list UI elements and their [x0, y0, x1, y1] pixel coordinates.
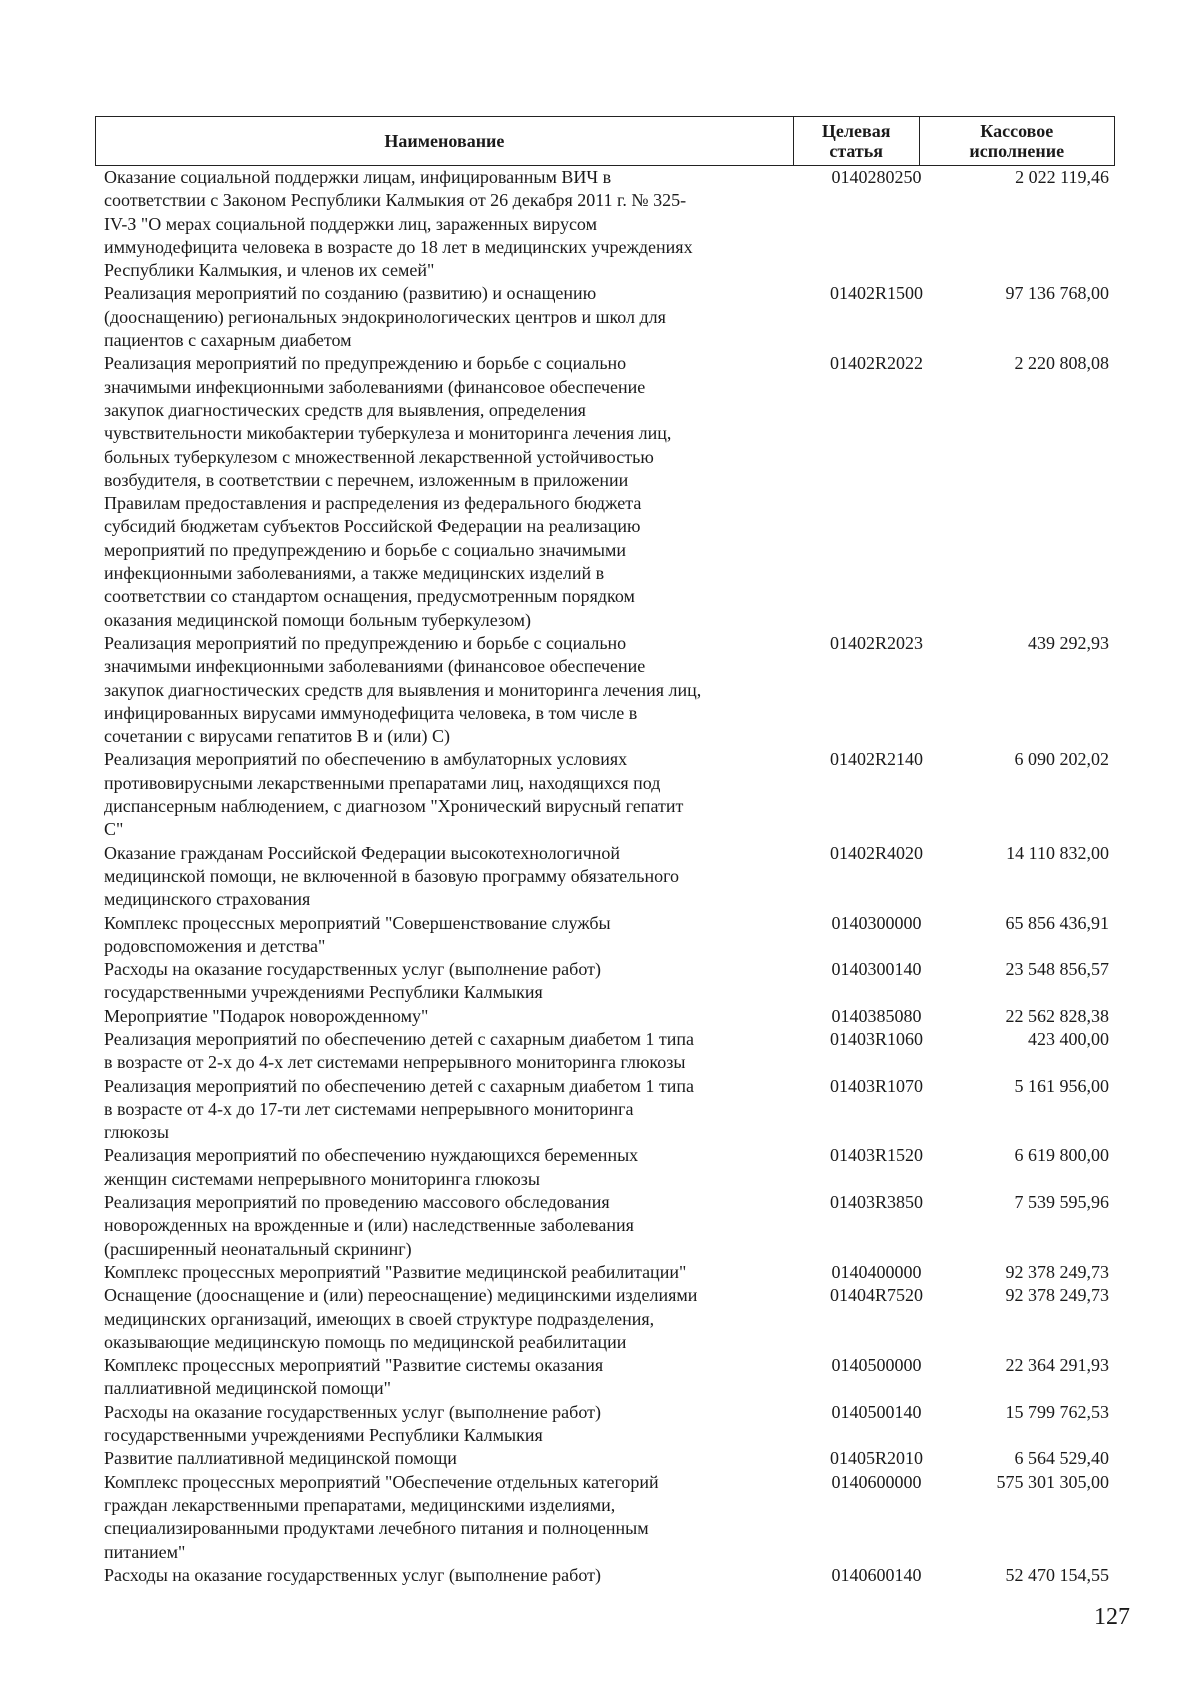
- row-name: Комплекс процессных мероприятий "Развитие системы оказания паллиативной медицинской помощи": [104, 1355, 604, 1399]
- row-name: Комплекс процессных мероприятий "Совершенствование службы родовспоможения и детства": [104, 912, 611, 956]
- row-name: Реализация мероприятий по обеспечению детей с сахарным диабетом 1 типа в возрасте от 4-х до 17-ти лет системами непрерывного мониторинга глюкозы: [104, 1075, 695, 1143]
- row-name: Оказание социальной поддержки лицам, инфицированным ВИЧ в соответствии с Законом Республики Калмыкия от 26 декабря 2011 г. № 325- IV-З "О мерах социальной поддержки лиц, зараженных вирусом иммунодефицита человека в возрасте до 18 лет в медицинских учреждениях Республики Калмыкия, и членов их семей": [104, 167, 693, 281]
- table-row: [104, 1028, 1124, 1075]
- table-row: [104, 1354, 1124, 1401]
- row-sum: 92 378 249,73: [1005, 1285, 1109, 1306]
- header-sum-line1: Кассовое: [980, 121, 1054, 141]
- table-row: [104, 1191, 1124, 1261]
- row-sum: 65 856 436,91: [1005, 912, 1109, 933]
- table-row: [104, 1261, 1124, 1284]
- row-sum: 439 292,93: [1028, 632, 1109, 653]
- table-row: [104, 166, 1124, 282]
- table-row: [104, 842, 1124, 912]
- row-name: Комплекс процессных мероприятий "Развитие медицинской реабилитации": [104, 1261, 687, 1282]
- row-sum: 15 799 762,53: [1005, 1401, 1109, 1422]
- row-sum: 22 562 828,38: [1005, 1005, 1109, 1026]
- table-row: [104, 1564, 1124, 1587]
- row-sum: 52 470 154,55: [1005, 1564, 1109, 1585]
- row-name: Реализация мероприятий по созданию (развитию) и оснащению (дооснащению) региональных эндокринологических центров и школ для пациентов с сахарным диабетом: [104, 283, 666, 351]
- row-sum: 575 301 305,00: [996, 1471, 1109, 1492]
- table-header: [95, 116, 1115, 166]
- row-code: 01404R7520: [829, 1285, 923, 1306]
- row-code: 01405R2010: [829, 1448, 923, 1469]
- row-code: 0140500140: [831, 1401, 922, 1422]
- row-sum: 5 161 956,00: [1014, 1075, 1109, 1096]
- header-sum: [919, 117, 1114, 166]
- header-code-line1: Целевая: [821, 121, 891, 141]
- page-number: 127: [1094, 1604, 1130, 1630]
- row-code: 0140600000: [831, 1471, 922, 1492]
- header-name-label: Наименование: [384, 131, 505, 151]
- row-code: 0140300000: [831, 912, 922, 933]
- table-body: [104, 166, 1124, 1587]
- row-sum: 14 110 832,00: [1006, 842, 1109, 863]
- row-name: Оказание гражданам Российской Федерации высокотехнологичной медицинской помощи, не включенной в базовую программу обязательного медицинского страхования: [104, 842, 680, 910]
- table-row: [104, 632, 1124, 748]
- row-sum: 2 220 808,08: [1014, 353, 1109, 374]
- table-row: [104, 958, 1124, 1005]
- row-sum: 22 364 291,93: [1005, 1355, 1109, 1376]
- header-code: [793, 117, 919, 166]
- row-name: Расходы на оказание государственных услуг (выполнение работ): [104, 1564, 601, 1585]
- row-name: Реализация мероприятий по обеспечению детей с сахарным диабетом 1 типа в возрасте от 2-х до 4-х лет системами непрерывного мониторинга глюкозы: [104, 1028, 695, 1073]
- table-row: [104, 1447, 1124, 1470]
- table-row: [104, 282, 1124, 352]
- row-name: Развитие паллиативной медицинской помощи: [104, 1448, 457, 1469]
- table-row: [104, 1005, 1124, 1028]
- row-name: Реализация мероприятий по предупреждению и борьбе с социально значимыми инфекционными заболеваниями (финансовое обеспечение закупок диагностических средств для выявления и мониторинга лечения лиц, инфицированных вирусами иммунодефицита человека, в том числе в сочетании с вирусами гепатитов В и (или) С): [104, 632, 702, 747]
- row-code: 01402R1500: [829, 283, 923, 304]
- row-name: Реализация мероприятий по предупреждению и борьбе с социально значимыми инфекционными заболеваниями (финансовое обеспечение закупок диагностических средств для выявления, определения чувствительности микобактерии туберкулеза и мониторинга лечения лиц, больных туберкулезом с множественной лекарственной устойчивостью возбудителя, в соответствии с перечнем, изложенным в приложении Правилам предоставления и распределения из федерального бюджета субсидий бюджетам субъектов Российской Федерации на реализацию мероприятий по предупреждению и борьбе с социально значимыми инфекционными заболеваниями, а также медицинских изделий в соответствии со стандартом оснащения, предусмотренным порядком оказания медицинской помощи больным туберкулезом): [104, 353, 672, 630]
- row-code: 01403R1070: [829, 1075, 923, 1096]
- header-code-line2: статья: [829, 141, 884, 161]
- row-name: Комплекс процессных мероприятий "Обеспечение отдельных категорий граждан лекарственными препаратами, медицинскими изделиями, специализированными продуктами лечебного питания и полноценным питанием": [104, 1471, 659, 1562]
- table-row: [104, 748, 1124, 841]
- row-code: 01402R2023: [829, 632, 923, 653]
- row-sum: 7 539 595,96: [1014, 1192, 1109, 1213]
- row-sum: 6 619 800,00: [1014, 1145, 1109, 1166]
- row-code: 01403R3850: [829, 1192, 923, 1213]
- row-name: Реализация мероприятий по обеспечению в амбулаторных условиях противовирусными лекарственными препаратами лиц, находящихся под диспансерным наблюдением, с диагнозом "Хронический вирусный гепатит С": [104, 749, 684, 840]
- row-sum: 6 090 202,02: [1014, 749, 1109, 770]
- table-row: [104, 1471, 1124, 1564]
- row-code: 01402R4020: [829, 842, 923, 863]
- row-sum: 2 022 119,46: [1015, 167, 1109, 187]
- table-row: [104, 1144, 1124, 1191]
- row-code: 0140400000: [831, 1261, 922, 1282]
- row-name: Расходы на оказание государственных услуг (выполнение работ) государственными учреждениями Республики Калмыкия: [104, 959, 601, 1003]
- table-row: [104, 1075, 1124, 1145]
- row-sum: 6 564 529,40: [1014, 1448, 1109, 1469]
- table-row: [104, 1401, 1124, 1448]
- row-code: 01402R2022: [829, 353, 923, 374]
- table-row: [104, 912, 1124, 959]
- row-sum: 23 548 856,57: [1005, 959, 1109, 980]
- row-code: 01403R1520: [829, 1145, 923, 1166]
- row-code: 0140385080: [831, 1005, 922, 1026]
- row-code: 01403R1060: [829, 1028, 923, 1049]
- row-code: 01402R2140: [829, 749, 923, 770]
- header-sum-line2: исполнение: [969, 141, 1065, 161]
- row-code: 0140500000: [831, 1355, 922, 1376]
- row-name: Расходы на оказание государственных услуг (выполнение работ) государственными учреждениями Республики Калмыкия: [104, 1401, 601, 1446]
- row-sum: 97 136 768,00: [1005, 283, 1109, 304]
- row-name: Оснащение (дооснащение и (или) переоснащение) медицинскими изделиями медицинских организаций, имеющих в своей структуре подразделения, оказывающие медицинскую помощь по медицинской реабилитации: [104, 1285, 698, 1352]
- row-code: 0140280250: [831, 167, 922, 187]
- row-code: 0140300140: [831, 959, 922, 980]
- row-name: Реализация мероприятий по проведению массового обследования новорожденных на врожденные и (или) наследственные заболевания (расширенный неонатальный скрининг): [104, 1192, 634, 1259]
- row-name: Реализация мероприятий по обеспечению нуждающихся беременных женщин системами непрерывного мониторинга глюкозы: [104, 1145, 639, 1189]
- table-row: [104, 352, 1124, 632]
- row-code: 0140600140: [831, 1564, 922, 1585]
- header-name: [96, 117, 794, 166]
- row-sum: 92 378 249,73: [1005, 1261, 1109, 1282]
- row-name: Мероприятие "Подарок новорожденному": [104, 1005, 429, 1026]
- table-row: [104, 1284, 1124, 1354]
- row-sum: 423 400,00: [1028, 1028, 1109, 1049]
